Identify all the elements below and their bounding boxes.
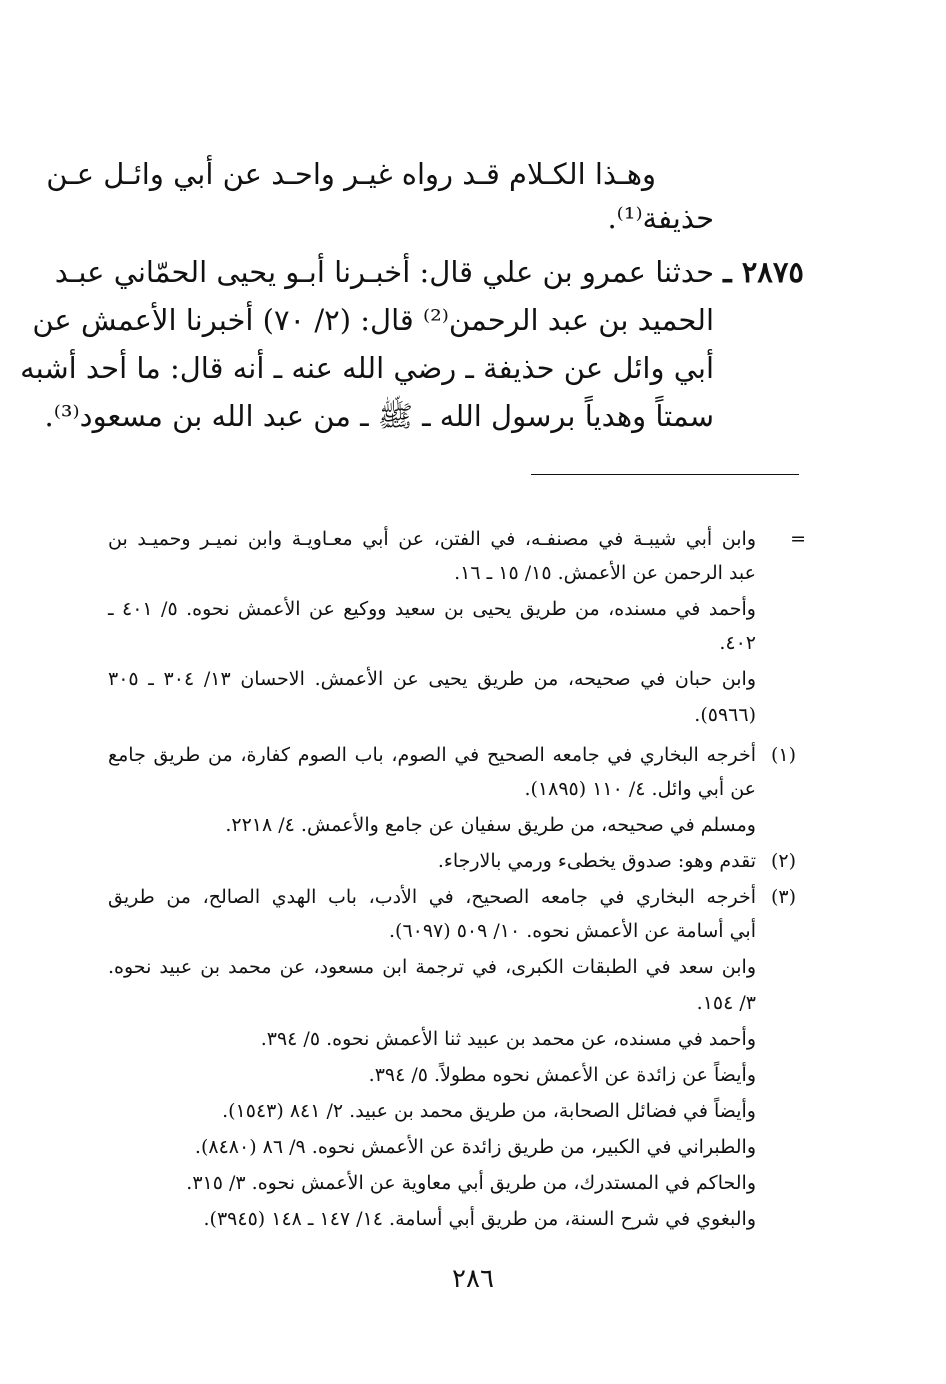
- footnote-continuation-line: وابن حبان في صحيحه، من طريق يحيى عن الأعمش. الاحسان ١٣/ ٣٠٤ ـ ٣٠٥: [108, 668, 756, 690]
- footnote-3-line: أخرجه البخاري في جامعه الصحيح، في الأدب، باب الهدي الصالح، من طريق: [108, 886, 756, 908]
- footnote-3-line: وأيضاً في فضائل الصحابة، من طريق محمد بن عبيد. ٢/ ٨٤١ (١٥٤٣).: [222, 1100, 756, 1122]
- footnote-separator: [531, 474, 799, 475]
- footnote-3-line: والحاكم في المستدرك، من طريق أبي معاوية عن الأعمش نحوه. ٣/ ٣١٥.: [186, 1172, 756, 1194]
- footnote-marker-3: (٣): [770, 886, 796, 908]
- footnote-marker-2: (٢): [770, 850, 796, 872]
- page-number: ٢٨٦: [452, 1264, 494, 1294]
- hadith-line-2: الحميد بن عبد الرحمن⁽²⁾ قال: (٢/ ٧٠) أخبرنا الأعمش عن: [32, 303, 714, 337]
- hadith-line-4: سمتاً وهدياً برسول الله ـ ﷺ ـ من عبد الله بن مسعود⁽³⁾.: [44, 399, 714, 433]
- footnote-continuation-line: عبد الرحمن عن الأعمش. ١٥/ ١٥ ـ ١٦.: [454, 562, 756, 584]
- footnote-marker-1: (١): [770, 744, 796, 766]
- footnote-3-line: وأحمد في مسنده، عن محمد بن عبيد ثنا الأعمش نحوه. ٥/ ٣٩٤.: [260, 1028, 756, 1050]
- footnote-3-line: وأيضاً عن زائدة عن الأعمش نحوه مطولاً. ٥/ ٣٩٤.: [368, 1064, 756, 1086]
- footnote-3-line: والطبراني في الكبير، من طريق زائدة عن الأعمش نحوه. ٩/ ٨٦ (٨٤٨٠).: [194, 1136, 756, 1158]
- footnote-3-line: أبي أسامة عن الأعمش نحوه. ١٠/ ٥٠٩ (٦٠٩٧).: [388, 920, 756, 942]
- footnote-1-line: أخرجه البخاري في جامعه الصحيح في الصوم، باب الصوم كفارة، من طريق جامع: [108, 744, 756, 766]
- footnote-continuation-line: ٤٠٢.: [719, 632, 756, 654]
- hadith-number: ٢٨٧٥ ـ: [723, 255, 804, 289]
- footnote-3-line: والبغوي في شرح السنة، من طريق أبي أسامة. ١٤/ ١٤٧ ـ ١٤٨ (٣٩٤٥).: [203, 1208, 756, 1230]
- hadith-line-3: أبي وائل عن حذيفة ـ رضي الله عنه ـ أنه قال: ما أحد أشبه: [20, 351, 714, 385]
- hadith-line-1: حدثنا عمرو بن علي قال: أخبـرنا أبـو يحيى الحمّاني عبـد: [54, 255, 714, 289]
- footnote-continuation-line: وأحمد في مسنده، من طريق يحيى بن سعيد ووكيع عن الأعمش نحوه. ٥/ ٤٠١ ـ: [108, 598, 756, 620]
- footnote-continuation-line: وابن أبي شيبـة في مصنفـه، في الفتن، عن أبي معـاويـة وابن نميـر وحميـد بن: [108, 528, 756, 550]
- footnote-2-line: تقدم وهو: صدوق يخطىء ورمي بالارجاء.: [437, 850, 756, 872]
- footnote-continuation-line: (٥٩٦٦).: [694, 704, 756, 726]
- footnote-1-line: ومسلم في صحيحه، من طريق سفيان عن جامع والأعمش. ٤/ ٢٢١٨.: [225, 814, 756, 836]
- footnote-1-line: عن أبي وائل. ٤/ ١١٠ (١٨٩٥).: [524, 778, 756, 800]
- intro-line-2: حذيفة⁽¹⁾.: [607, 201, 714, 235]
- footnote-3-line: وابن سعد في الطبقات الكبرى، في ترجمة ابن مسعود، عن محمد بن عبيد نحوه.: [108, 956, 756, 978]
- intro-line-1: وهـذا الكـلام قـد رواه غيـر واحـد عن أبي وائـل عـن: [46, 157, 656, 191]
- continuation-mark: =: [790, 528, 806, 550]
- footnote-3-line: ٣/ ١٥٤.: [696, 992, 756, 1014]
